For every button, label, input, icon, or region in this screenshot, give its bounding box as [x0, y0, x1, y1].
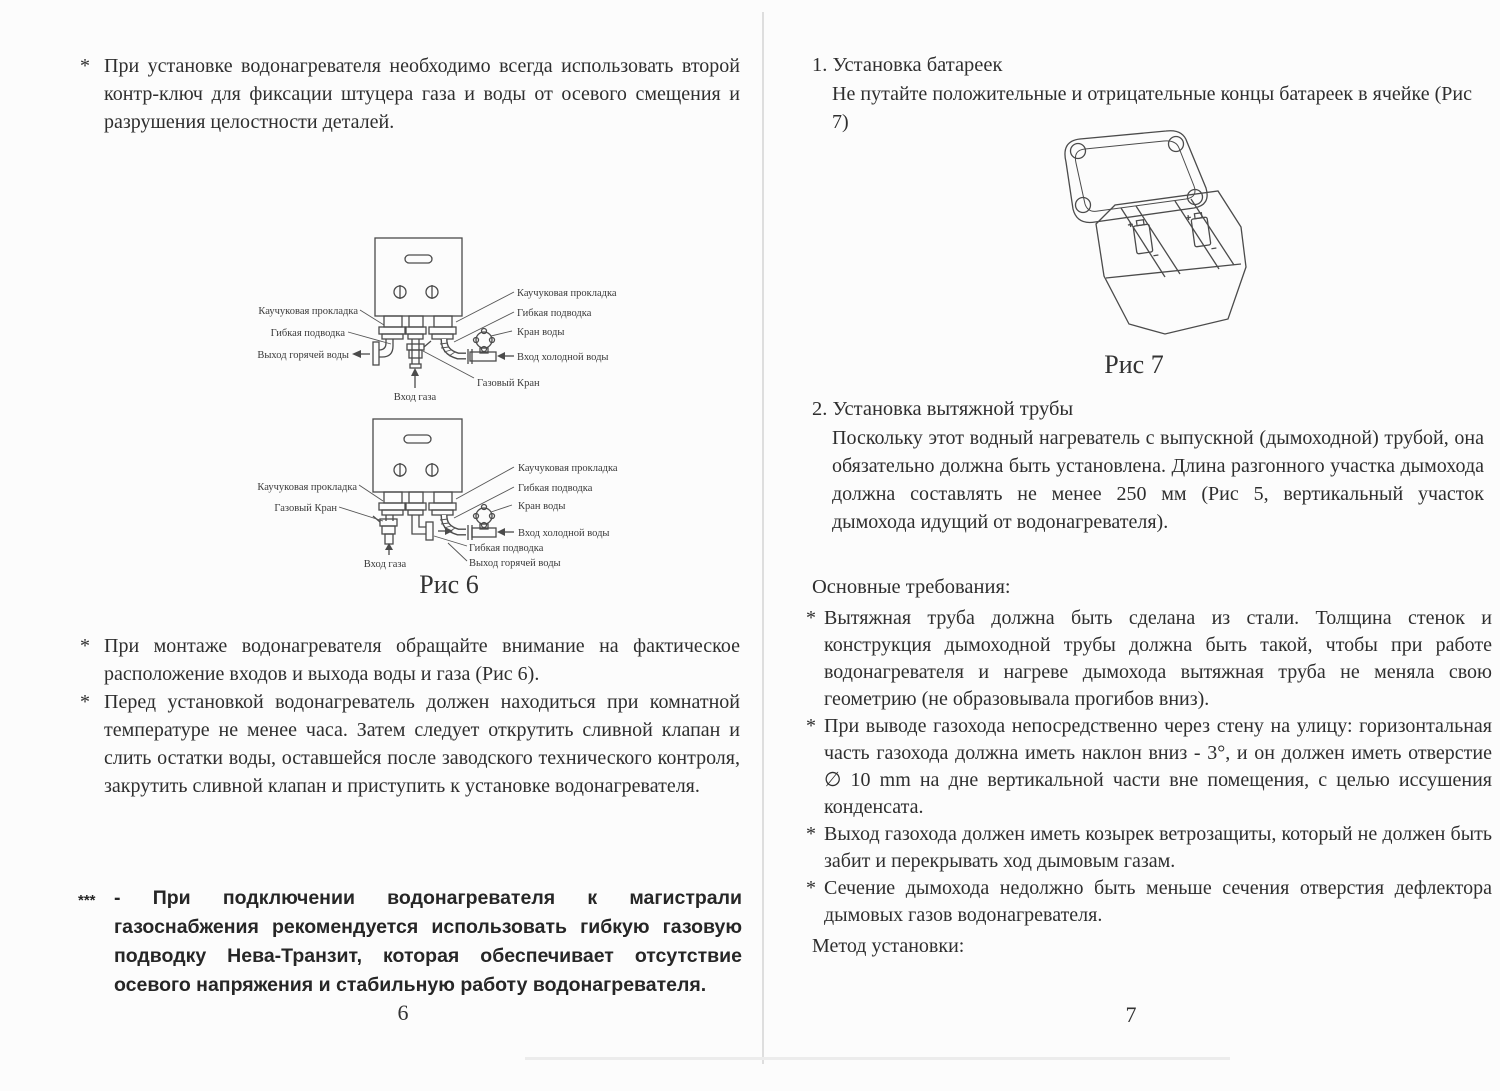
figure6-top-label-gas-tap: Газовый Кран — [477, 378, 540, 389]
figure6-top-label-gas-in: Вход газа — [393, 392, 437, 402]
figure6-bottom-label-hose-right2: Гибкая подводка — [469, 543, 544, 554]
figure6-bottom-label-gas-tap: Газовый Кран — [274, 503, 337, 514]
section1 — [812, 50, 1484, 136]
figure7-caption: Рис 7 — [1104, 350, 1164, 379]
requirement-text-4: Сечение дымохода недолжно быть меньше сечения отверстия дефлектора дымовых газов водонагревателя. — [824, 877, 1492, 926]
intro-paragraph — [80, 52, 740, 136]
bullet-before-install-text: Перед установкой водонагреватель должен находиться при комнатной температуре не менее часа. Затем следует открутить сливной клапан и слить остатки воды, оставшейся после заводского технического контроля, закрутить сливной клапан и приступить к установке водонагревателя. — [104, 691, 740, 797]
figure6-top-label-rubber-right: Каучуковая прокладка — [517, 288, 617, 299]
bullet-marker: * — [80, 691, 90, 713]
page-number-left: 6 — [397, 1000, 409, 1025]
figure6-top-label-hose-left: Гибкая подводка — [270, 328, 345, 339]
gas-connection-note — [78, 884, 742, 1000]
bullet-marker: * — [806, 877, 816, 899]
page-number-right: 7 — [1125, 1002, 1137, 1027]
figure6-bottom-label-cold-in: Вход холодной воды — [518, 528, 610, 539]
requirements — [806, 572, 1492, 929]
mid-bullets — [80, 632, 740, 800]
figure6-top-label-cold-in: Вход холодной воды — [517, 352, 609, 363]
requirement-item — [806, 875, 1492, 929]
bullet-before-install — [80, 688, 740, 800]
bullet-mounting-text: При монтаже водонагревателя обращайте внимание на фактическое расположение входов и выхода воды и газа (Рис 6). — [104, 635, 740, 685]
figure6-top-label-rubber-left: Каучуковая прокладка — [258, 306, 358, 317]
bullet-mounting — [80, 632, 740, 688]
figure6-top-diagram — [248, 230, 668, 402]
figure6-bottom-label-hose-right: Гибкая подводка — [518, 483, 593, 494]
bullet-marker: * — [80, 635, 90, 657]
bullet-marker: * — [806, 715, 816, 737]
section2-body: Поскольку этот водный нагреватель с выпускной (дымоходной) трубой, она обязательно должна быть установлена. Длина разгонного участка дымохода должна составлять не менее 250 мм (Рис 5, вертикальный участок дымохода идущий от водонагревателя). — [832, 427, 1484, 533]
requirement-item — [806, 605, 1492, 713]
figure6-bottom-label-rubber-right: Каучуковая прокладка — [518, 463, 618, 474]
figure6-top-label-water-tap: Кран воды — [517, 327, 565, 338]
figure6-bottom-label-hot-out: Выход горячей воды — [469, 558, 561, 569]
figure6-top-label-hose-right: Гибкая подводка — [517, 308, 592, 319]
requirements-title: Основные требования: — [812, 576, 1011, 598]
figure6-top-label-hot-out: Выход горячей воды — [257, 350, 349, 361]
requirement-item — [806, 821, 1492, 875]
figure6-bottom-label-water-tap: Кран воды — [518, 501, 566, 512]
figure6-bottom-label-rubber-left: Каучуковая прокладка — [257, 482, 357, 493]
requirement-text-2: При выводе газохода непосредственно через стену на улицу: горизонтальная часть газохода должна иметь наклон вниз - 3°, и он должен иметь отверстие ∅ 10 mm на дне вертикальной части вне помещения, с целью иссушения конденсата. — [824, 715, 1492, 818]
bullet-marker: * — [806, 607, 816, 629]
section2-title: 2. Установка вытяжной трубы — [812, 398, 1074, 420]
bullet-marker: * — [806, 823, 816, 845]
requirement-text-3: Выход газохода должен иметь козырек ветрозащиты, который не должен быть забит и перекрывать ход дымовым газам. — [824, 823, 1492, 872]
figure6-bottom-label-gas-in: Вход газа — [363, 559, 407, 570]
section2 — [812, 394, 1488, 536]
section1-title: 1. Установка батареек — [812, 54, 1003, 76]
figure6-bottom-diagram — [248, 415, 668, 575]
scan-edge-artifact — [525, 1057, 1230, 1060]
requirement-item — [806, 713, 1492, 821]
figure7-battery-diagram — [1036, 128, 1271, 350]
intro-text: При установке водонагревателя необходимо всегда использовать второй контр-ключ для фиксации штуцера газа и воды от осевого смещения и разрушения целостности деталей. — [104, 55, 740, 133]
figure6-caption: Рис 6 — [419, 570, 479, 599]
triple-asterisk-marker: *** — [78, 892, 96, 909]
requirement-text-1: Вытяжная труба должна быть сделана из стали. Толщина стенок и конструкция дымоходной трубы должна быть такой, чтобы при работе водонагревателя и нагреве дымохода вытяжная труба не меняла свою геометрию (не образовывала прогибов вниз). — [824, 607, 1492, 710]
section1-body: Не путайте положительные и отрицательные концы батареек в ячейке (Рис 7) — [832, 83, 1472, 133]
method-title: Метод установки: — [812, 935, 965, 957]
page-fold-line — [762, 12, 764, 1064]
gas-connection-note-text: - При подключении водонагревателя к магистрали газоснабжения рекомендуется использовать гибкую газовую подводку Нева-Транзит, которая обеспечивает отсутствие осевого напряжения и стабильную работу водонагревателя. — [114, 887, 742, 996]
bullet-marker: * — [80, 55, 90, 77]
